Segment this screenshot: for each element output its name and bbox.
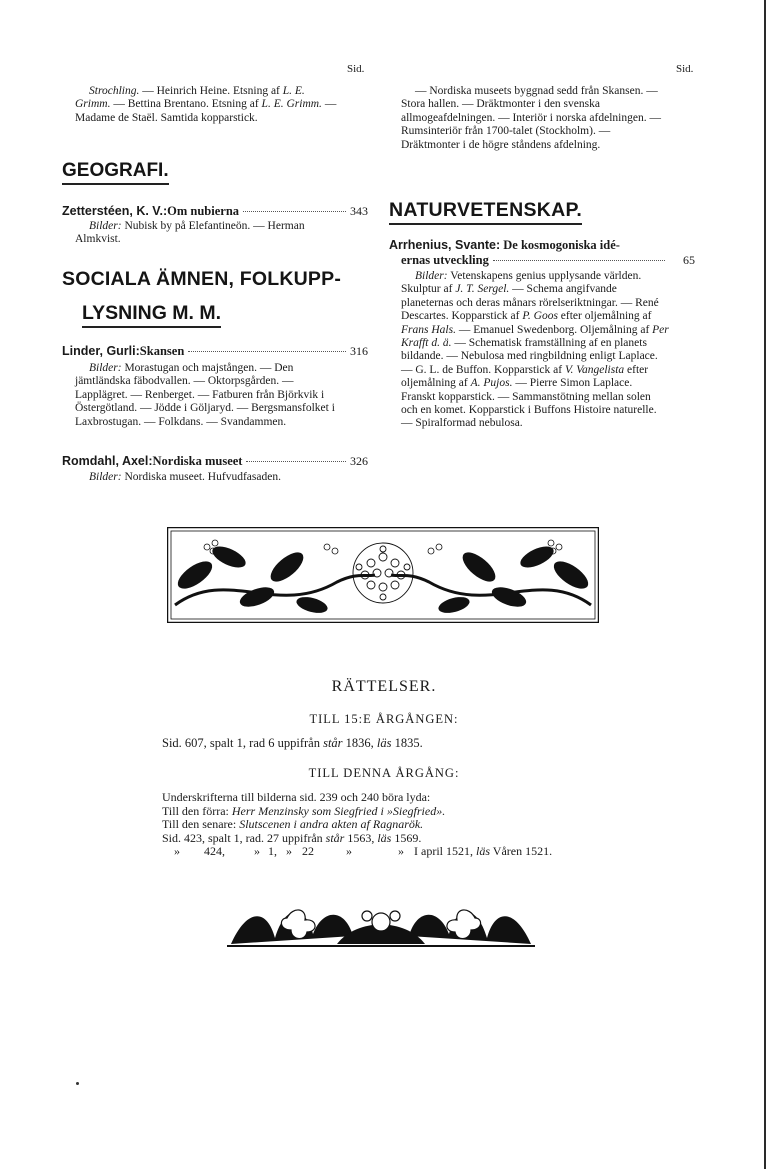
errata-italic: står: [323, 736, 343, 750]
bilder-italic: A. Pujos.: [470, 377, 513, 390]
heading-geografi: GEOGRAFI.: [62, 160, 169, 185]
errata-italic: står: [325, 830, 345, 845]
errata-text: Till den förra:: [162, 803, 232, 818]
bilder-text: Morastugan och majstången. — Den jämtländska fäbodvallen. — Oktorpsgården. — Lapplägret. — Renberget. — Fatburen från Björkvik i Östergötland. — Jödde i Göljaryd. — Bergsmansfolket i Laxbrostugan. — Folkdans. — Svandammen.: [75, 362, 335, 428]
bilder-text: efter oljemålning af: [401, 363, 649, 390]
floral-banner-ornament: [167, 527, 599, 623]
heading-sociala-1: SOCIALA ÄMNEN, FOLKUPP-: [62, 268, 342, 290]
errata-italic: läs: [476, 844, 491, 859]
intro-italic-2: L. E. Grimm.: [75, 85, 305, 111]
entry-title-1: De kosmogoniska idé-: [500, 238, 620, 252]
bilder-label: Bilder:: [89, 220, 122, 232]
bilder-italic: Per Krafft d. ä.: [401, 323, 669, 350]
bilder-text: — Pierre Simon Laplace. Franskt kopparstick. — Sammanstötning mellan solen och en komet. Kopparstick i Buffons Histoire naturelle. — Spiralformad nebulosa.: [401, 377, 657, 430]
floral-tailpiece-ornament: [227, 898, 535, 948]
errata-page: 424,: [204, 844, 225, 859]
stray-dot: [76, 1082, 79, 1085]
entry-author: Zetterstéen, K. V.:: [62, 204, 168, 218]
entry-author: Linder, Gurli:: [62, 344, 140, 358]
right-intro-text: — Nordiska museets byggnad sedd från Skansen. — Stora hallen. — Dräktmonter i den svenska allmogeafdelningen. — Interiör i norska afdelningen. — Rumsinteriör från 1700-talet (Stockholm). — Dräktmonter i de högre ståndens afdelning.: [401, 85, 661, 151]
entry-page: 326: [350, 454, 368, 468]
errata-text: Sid. 423, spalt 1, rad. 27 uppifrån: [162, 830, 326, 845]
bilder-label: Bilder:: [89, 471, 122, 483]
errata-italic: Slutscenen i andra akten af Ragnarök.: [239, 817, 424, 832]
right-intro: [401, 85, 668, 152]
linder-bilder: [75, 362, 342, 429]
ditto-mark: »: [398, 844, 404, 859]
dot-leader: [243, 211, 346, 212]
bilder-label: Bilder:: [89, 362, 122, 374]
ditto-mark: »: [254, 844, 260, 859]
intro-text-2: — Bettina Brentano. Etsning af: [110, 98, 262, 111]
heading-naturvetenskap: NATURVETENSKAP.: [389, 199, 582, 225]
bilder-italic: P. Goos: [522, 310, 558, 323]
errata-col: 1,: [268, 844, 277, 859]
bilder-text: — Schema angifvande planeternas och deras månars rörelseriktningar. — René Descartes. Kopparstick af: [401, 283, 659, 323]
page-number: 65: [683, 253, 695, 267]
bilder-text: — Emanuel Swedenborg. Oljemålning af: [455, 323, 653, 336]
errata-italic: läs: [376, 736, 392, 750]
romdahl-bilder: [75, 471, 342, 484]
ditto-mark: »: [346, 844, 352, 859]
errata-subtitle-2: TILL DENNA ÅRGÅNG:: [308, 766, 460, 780]
dot-leader: [188, 351, 346, 352]
ditto-mark: »: [286, 844, 292, 859]
entry-author: Arrhenius, Svante:: [389, 238, 501, 252]
bilder-text: Nubisk by på Elefantineön. — Herman Almkvist.: [75, 220, 305, 246]
entry-title-2: ernas utveckling: [401, 253, 489, 267]
errata-block-2: [162, 790, 553, 859]
intro-italic-1: Strochling.: [89, 85, 140, 97]
errata-subtitle-1: TILL 15:E ÅRGÅNGEN:: [309, 712, 459, 726]
errata-line-4: [162, 818, 445, 832]
bilder-text: — Schematisk framställning af en planets bildande. — Nebulosa med ringbildning enligt Laplace. — G. L. de Buffon. Kopparstick af: [401, 337, 658, 376]
errata-text: 1563,: [344, 830, 378, 845]
errata-italic: Herr Menzinsky som Siegfried i »Siegfried».: [231, 803, 446, 818]
left-intro: [75, 85, 342, 125]
entry-title: Om nubierna: [167, 204, 240, 218]
entry-zettersteen: [62, 204, 368, 219]
entry-title: Skansen: [139, 344, 185, 358]
errata-line-3: [162, 805, 445, 819]
sid-header-left: Sid.: [347, 63, 365, 75]
errata-text: Våren 1521.: [490, 844, 553, 859]
entry-page: 316: [350, 344, 368, 358]
ditto-mark: »: [174, 844, 180, 859]
errata-title: RÄTTELSER.: [331, 678, 437, 695]
intro-italic-3: L. E. Grimm.: [261, 98, 322, 111]
entry-linder: [62, 344, 368, 359]
arrhenius-bilder: [401, 270, 669, 431]
entry-title: Nordiska museet: [152, 454, 243, 468]
entry-romdahl: [62, 454, 368, 469]
entry-arrhenius: [389, 238, 669, 268]
errata-text: 1835.: [391, 736, 423, 750]
bilder-italic: V. Vangelista: [564, 363, 625, 376]
dot-leader: [246, 461, 346, 462]
bilder-text: Vetenskapens genius upplysande världen. Skulptur af: [401, 270, 642, 296]
errata-text: I april 1521,: [414, 844, 476, 859]
errata-text: Sid. 607, spalt 1, rad 6 uppifrån: [162, 736, 324, 750]
errata-line-6: [162, 844, 553, 859]
bilder-italic: Frans Hals.: [401, 323, 456, 336]
bilder-text: Nordiska museet. Hufvudfasaden.: [121, 471, 281, 483]
entry-page: 343: [350, 204, 368, 218]
errata-line-5: [162, 832, 445, 846]
entry-author: Romdahl, Axel:: [62, 454, 153, 468]
errata-row: 22: [302, 844, 314, 859]
sid-header-right: Sid.: [676, 63, 694, 75]
errata-line-1: [162, 737, 423, 751]
bilder-italic: J. T. Sergel.: [455, 283, 510, 296]
errata-text: 1569.: [391, 830, 422, 845]
errata-text: 1836,: [342, 736, 377, 750]
geografi-bilder: [75, 220, 342, 247]
heading-sociala-2: LYSNING M. M.: [82, 302, 221, 328]
errata-italic: läs: [377, 830, 392, 845]
dot-leader: [493, 260, 665, 261]
intro-text-3: — Madame de Staël. Samtida kopparstick.: [75, 98, 337, 124]
intro-text-1: — Heinrich Heine. Etsning af: [139, 85, 283, 97]
errata-line-2: Underskrifterna till bilderna sid. 239 och 240 böra lyda:: [162, 790, 431, 804]
errata-text: Till den senare:: [162, 817, 240, 832]
bilder-label: Bilder:: [415, 270, 448, 282]
page-edge-rule: [764, 0, 766, 1169]
bilder-text: efter oljemålning af: [557, 310, 652, 323]
